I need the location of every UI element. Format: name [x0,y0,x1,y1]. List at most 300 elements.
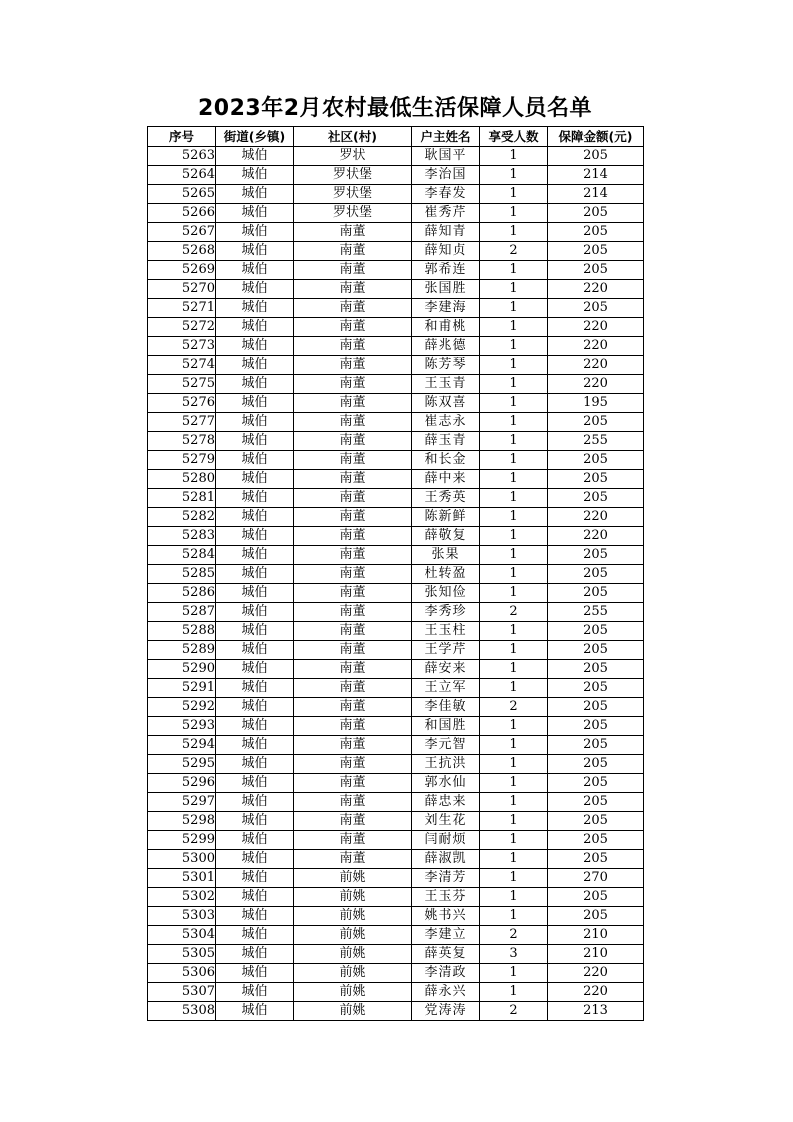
cell-community-village: 南董 [294,375,412,394]
cell-street-township: 城伯 [216,926,294,945]
cell-subsidy-amount: 220 [548,337,644,356]
cell-serial-number: 5301 [148,869,216,888]
cell-community-village: 南董 [294,717,412,736]
cell-subsidy-amount: 205 [548,147,644,166]
cell-community-village: 前姚 [294,869,412,888]
cell-beneficiary-count: 1 [480,793,548,812]
cell-subsidy-amount: 205 [548,565,644,584]
cell-serial-number: 5296 [148,774,216,793]
cell-community-village: 南董 [294,299,412,318]
table-row [148,869,644,888]
table-row [148,432,644,451]
cell-beneficiary-count: 2 [480,603,548,622]
cell-community-village: 南董 [294,603,412,622]
cell-beneficiary-count: 1 [480,223,548,242]
cell-beneficiary-count: 1 [480,869,548,888]
cell-street-township: 城伯 [216,717,294,736]
cell-community-village: 罗状堡 [294,204,412,223]
cell-street-township: 城伯 [216,432,294,451]
cell-street-township: 城伯 [216,527,294,546]
table-row [148,356,644,375]
cell-householder-name: 耿国平 [412,147,480,166]
cell-serial-number: 5268 [148,242,216,261]
cell-subsidy-amount: 205 [548,812,644,831]
header-householder-name: 户主姓名 [412,127,480,147]
cell-street-township: 城伯 [216,622,294,641]
cell-subsidy-amount: 205 [548,850,644,869]
cell-street-township: 城伯 [216,337,294,356]
table-row [148,470,644,489]
cell-serial-number: 5266 [148,204,216,223]
cell-householder-name: 党涛涛 [412,1002,480,1021]
cell-community-village: 南董 [294,736,412,755]
table-header [148,127,644,147]
table-row [148,299,644,318]
cell-subsidy-amount: 220 [548,375,644,394]
cell-street-township: 城伯 [216,375,294,394]
cell-beneficiary-count: 1 [480,432,548,451]
cell-householder-name: 薛忠来 [412,793,480,812]
table-row [148,622,644,641]
cell-beneficiary-count: 2 [480,698,548,717]
cell-street-township: 城伯 [216,565,294,584]
table-row [148,185,644,204]
cell-beneficiary-count: 1 [480,622,548,641]
cell-serial-number: 5292 [148,698,216,717]
cell-beneficiary-count: 1 [480,147,548,166]
table-row [148,907,644,926]
cell-householder-name: 姚书兴 [412,907,480,926]
table-row [148,166,644,185]
cell-beneficiary-count: 1 [480,812,548,831]
cell-community-village: 前姚 [294,964,412,983]
cell-community-village: 南董 [294,508,412,527]
cell-subsidy-amount: 214 [548,185,644,204]
cell-beneficiary-count: 1 [480,470,548,489]
cell-householder-name: 陈芳琴 [412,356,480,375]
cell-serial-number: 5308 [148,1002,216,1021]
cell-serial-number: 5270 [148,280,216,299]
table-row [148,926,644,945]
cell-householder-name: 张果 [412,546,480,565]
cell-community-village: 南董 [294,850,412,869]
cell-householder-name: 王学芹 [412,641,480,660]
cell-beneficiary-count: 1 [480,565,548,584]
cell-street-township: 城伯 [216,964,294,983]
cell-community-village: 南董 [294,546,412,565]
cell-serial-number: 5280 [148,470,216,489]
cell-community-village: 南董 [294,527,412,546]
cell-subsidy-amount: 210 [548,926,644,945]
cell-serial-number: 5305 [148,945,216,964]
cell-serial-number: 5272 [148,318,216,337]
cell-serial-number: 5283 [148,527,216,546]
cell-street-township: 城伯 [216,1002,294,1021]
cell-community-village: 南董 [294,337,412,356]
cell-subsidy-amount: 205 [548,584,644,603]
cell-community-village: 南董 [294,451,412,470]
cell-householder-name: 李建立 [412,926,480,945]
cell-community-village: 南董 [294,432,412,451]
cell-serial-number: 5304 [148,926,216,945]
cell-community-village: 前姚 [294,945,412,964]
cell-serial-number: 5299 [148,831,216,850]
cell-beneficiary-count: 1 [480,375,548,394]
cell-householder-name: 薛永兴 [412,983,480,1002]
cell-beneficiary-count: 1 [480,679,548,698]
cell-community-village: 南董 [294,812,412,831]
cell-subsidy-amount: 220 [548,318,644,337]
cell-street-township: 城伯 [216,242,294,261]
table-row [148,280,644,299]
cell-subsidy-amount: 205 [548,755,644,774]
cell-street-township: 城伯 [216,584,294,603]
header-row [148,127,644,147]
table-row [148,375,644,394]
cell-community-village: 南董 [294,565,412,584]
cell-street-township: 城伯 [216,869,294,888]
header-subsidy-amount: 保障金额(元) [548,127,644,147]
cell-street-township: 城伯 [216,489,294,508]
table-row [148,546,644,565]
cell-serial-number: 5264 [148,166,216,185]
cell-beneficiary-count: 1 [480,907,548,926]
table-row [148,945,644,964]
cell-subsidy-amount: 255 [548,432,644,451]
cell-community-village: 南董 [294,755,412,774]
cell-street-township: 城伯 [216,413,294,432]
cell-serial-number: 5307 [148,983,216,1002]
cell-community-village: 前姚 [294,888,412,907]
cell-beneficiary-count: 2 [480,242,548,261]
cell-beneficiary-count: 1 [480,660,548,679]
cell-serial-number: 5298 [148,812,216,831]
cell-beneficiary-count: 1 [480,166,548,185]
table-row [148,508,644,527]
cell-subsidy-amount: 205 [548,489,644,508]
cell-subsidy-amount: 205 [548,242,644,261]
cell-subsidy-amount: 220 [548,527,644,546]
cell-subsidy-amount: 205 [548,546,644,565]
cell-serial-number: 5287 [148,603,216,622]
cell-subsidy-amount: 205 [548,641,644,660]
cell-community-village: 南董 [294,318,412,337]
table-row [148,147,644,166]
roster-table [147,126,644,1021]
cell-subsidy-amount: 205 [548,204,644,223]
table-row [148,242,644,261]
cell-street-township: 城伯 [216,945,294,964]
cell-community-village: 南董 [294,242,412,261]
cell-community-village: 南董 [294,679,412,698]
cell-community-village: 罗状堡 [294,166,412,185]
cell-householder-name: 杜转盈 [412,565,480,584]
cell-householder-name: 崔志永 [412,413,480,432]
cell-subsidy-amount: 214 [548,166,644,185]
table-row [148,451,644,470]
cell-community-village: 南董 [294,660,412,679]
cell-subsidy-amount: 210 [548,945,644,964]
table-row [148,489,644,508]
table-row [148,261,644,280]
cell-street-township: 城伯 [216,679,294,698]
cell-community-village: 南董 [294,489,412,508]
cell-community-village: 罗状 [294,147,412,166]
table-row [148,888,644,907]
cell-beneficiary-count: 1 [480,888,548,907]
cell-subsidy-amount: 205 [548,774,644,793]
cell-householder-name: 薛淑凯 [412,850,480,869]
cell-serial-number: 5277 [148,413,216,432]
cell-serial-number: 5300 [148,850,216,869]
cell-subsidy-amount: 205 [548,907,644,926]
table-row [148,679,644,698]
cell-street-township: 城伯 [216,546,294,565]
cell-street-township: 城伯 [216,831,294,850]
cell-householder-name: 薛知青 [412,223,480,242]
cell-serial-number: 5274 [148,356,216,375]
cell-householder-name: 和长金 [412,451,480,470]
cell-community-village: 前姚 [294,983,412,1002]
cell-subsidy-amount: 220 [548,280,644,299]
cell-beneficiary-count: 1 [480,717,548,736]
cell-subsidy-amount: 195 [548,394,644,413]
cell-beneficiary-count: 1 [480,736,548,755]
cell-householder-name: 薛安来 [412,660,480,679]
cell-beneficiary-count: 1 [480,850,548,869]
cell-householder-name: 李元智 [412,736,480,755]
cell-serial-number: 5273 [148,337,216,356]
cell-subsidy-amount: 205 [548,736,644,755]
cell-subsidy-amount: 220 [548,983,644,1002]
table-row [148,394,644,413]
table-row [148,584,644,603]
cell-householder-name: 李建海 [412,299,480,318]
cell-householder-name: 和国胜 [412,717,480,736]
table-row [148,204,644,223]
cell-subsidy-amount: 205 [548,698,644,717]
cell-beneficiary-count: 1 [480,831,548,850]
table-row [148,793,644,812]
table-row [148,660,644,679]
cell-beneficiary-count: 1 [480,337,548,356]
cell-community-village: 前姚 [294,926,412,945]
cell-householder-name: 王玉芬 [412,888,480,907]
cell-beneficiary-count: 1 [480,527,548,546]
cell-serial-number: 5265 [148,185,216,204]
header-community-village: 社区(村) [294,127,412,147]
cell-street-township: 城伯 [216,755,294,774]
cell-subsidy-amount: 205 [548,299,644,318]
cell-subsidy-amount: 205 [548,223,644,242]
cell-serial-number: 5295 [148,755,216,774]
cell-householder-name: 李春发 [412,185,480,204]
cell-serial-number: 5285 [148,565,216,584]
cell-street-township: 城伯 [216,394,294,413]
cell-subsidy-amount: 255 [548,603,644,622]
cell-street-township: 城伯 [216,774,294,793]
cell-beneficiary-count: 2 [480,926,548,945]
cell-householder-name: 王立军 [412,679,480,698]
header-serial-number: 序号 [148,127,216,147]
cell-community-village: 南董 [294,223,412,242]
header-beneficiary-count: 享受人数 [480,127,548,147]
table-row [148,831,644,850]
cell-beneficiary-count: 1 [480,280,548,299]
cell-street-township: 城伯 [216,166,294,185]
table-row [148,983,644,1002]
cell-subsidy-amount: 205 [548,888,644,907]
cell-community-village: 前姚 [294,1002,412,1021]
cell-beneficiary-count: 1 [480,508,548,527]
cell-beneficiary-count: 1 [480,584,548,603]
cell-subsidy-amount: 205 [548,261,644,280]
table-row [148,717,644,736]
cell-householder-name: 薛中来 [412,470,480,489]
cell-householder-name: 李清政 [412,964,480,983]
table-row [148,812,644,831]
cell-subsidy-amount: 205 [548,622,644,641]
cell-community-village: 南董 [294,698,412,717]
cell-subsidy-amount: 213 [548,1002,644,1021]
cell-subsidy-amount: 205 [548,679,644,698]
cell-householder-name: 薛敬复 [412,527,480,546]
table-row [148,1002,644,1021]
cell-street-township: 城伯 [216,299,294,318]
cell-street-township: 城伯 [216,508,294,527]
cell-serial-number: 5271 [148,299,216,318]
cell-beneficiary-count: 1 [480,755,548,774]
cell-community-village: 南董 [294,584,412,603]
cell-beneficiary-count: 2 [480,1002,548,1021]
table-row [148,603,644,622]
cell-street-township: 城伯 [216,793,294,812]
cell-serial-number: 5284 [148,546,216,565]
cell-beneficiary-count: 1 [480,185,548,204]
cell-street-township: 城伯 [216,736,294,755]
table-row [148,641,644,660]
cell-householder-name: 刘生花 [412,812,480,831]
cell-beneficiary-count: 1 [480,204,548,223]
cell-subsidy-amount: 205 [548,470,644,489]
table-row [148,318,644,337]
header-street-township: 街道(乡镇) [216,127,294,147]
cell-serial-number: 5282 [148,508,216,527]
cell-serial-number: 5286 [148,584,216,603]
cell-street-township: 城伯 [216,451,294,470]
cell-street-township: 城伯 [216,660,294,679]
cell-householder-name: 王玉青 [412,375,480,394]
cell-householder-name: 和甫桃 [412,318,480,337]
cell-street-township: 城伯 [216,280,294,299]
cell-street-township: 城伯 [216,261,294,280]
cell-householder-name: 薛知贞 [412,242,480,261]
table-row [148,698,644,717]
table-row [148,565,644,584]
cell-beneficiary-count: 1 [480,261,548,280]
cell-community-village: 南董 [294,394,412,413]
cell-serial-number: 5278 [148,432,216,451]
cell-householder-name: 郭水仙 [412,774,480,793]
cell-serial-number: 5269 [148,261,216,280]
cell-beneficiary-count: 1 [480,774,548,793]
cell-householder-name: 陈新鲜 [412,508,480,527]
cell-street-township: 城伯 [216,907,294,926]
cell-beneficiary-count: 1 [480,451,548,470]
cell-street-township: 城伯 [216,603,294,622]
cell-subsidy-amount: 220 [548,508,644,527]
cell-street-township: 城伯 [216,850,294,869]
cell-serial-number: 5303 [148,907,216,926]
cell-street-township: 城伯 [216,147,294,166]
cell-subsidy-amount: 205 [548,451,644,470]
cell-householder-name: 王秀英 [412,489,480,508]
cell-serial-number: 5275 [148,375,216,394]
cell-subsidy-amount: 205 [548,831,644,850]
table-body [148,147,644,1021]
cell-householder-name: 陈双喜 [412,394,480,413]
cell-community-village: 南董 [294,261,412,280]
cell-serial-number: 5302 [148,888,216,907]
cell-community-village: 南董 [294,774,412,793]
cell-serial-number: 5289 [148,641,216,660]
cell-subsidy-amount: 205 [548,413,644,432]
table-row [148,527,644,546]
cell-community-village: 南董 [294,831,412,850]
cell-householder-name: 薛英复 [412,945,480,964]
cell-community-village: 南董 [294,641,412,660]
cell-community-village: 罗状堡 [294,185,412,204]
cell-subsidy-amount: 270 [548,869,644,888]
cell-subsidy-amount: 205 [548,717,644,736]
cell-beneficiary-count: 1 [480,413,548,432]
table-row [148,850,644,869]
table-row [148,964,644,983]
table-row [148,223,644,242]
cell-beneficiary-count: 1 [480,964,548,983]
cell-beneficiary-count: 1 [480,318,548,337]
cell-householder-name: 崔秀芹 [412,204,480,223]
cell-householder-name: 张知俭 [412,584,480,603]
cell-subsidy-amount: 205 [548,793,644,812]
cell-community-village: 南董 [294,413,412,432]
cell-street-township: 城伯 [216,356,294,375]
cell-serial-number: 5267 [148,223,216,242]
cell-community-village: 南董 [294,622,412,641]
cell-street-township: 城伯 [216,470,294,489]
cell-serial-number: 5279 [148,451,216,470]
cell-street-township: 城伯 [216,185,294,204]
cell-community-village: 南董 [294,280,412,299]
table-row [148,337,644,356]
cell-householder-name: 李佳敏 [412,698,480,717]
cell-beneficiary-count: 1 [480,983,548,1002]
cell-street-township: 城伯 [216,223,294,242]
cell-serial-number: 5293 [148,717,216,736]
cell-street-township: 城伯 [216,983,294,1002]
cell-street-township: 城伯 [216,888,294,907]
cell-beneficiary-count: 1 [480,299,548,318]
cell-community-village: 前姚 [294,907,412,926]
cell-beneficiary-count: 3 [480,945,548,964]
table-row [148,736,644,755]
cell-householder-name: 王玉柱 [412,622,480,641]
cell-serial-number: 5288 [148,622,216,641]
cell-serial-number: 5306 [148,964,216,983]
cell-street-township: 城伯 [216,204,294,223]
cell-serial-number: 5281 [148,489,216,508]
cell-beneficiary-count: 1 [480,489,548,508]
